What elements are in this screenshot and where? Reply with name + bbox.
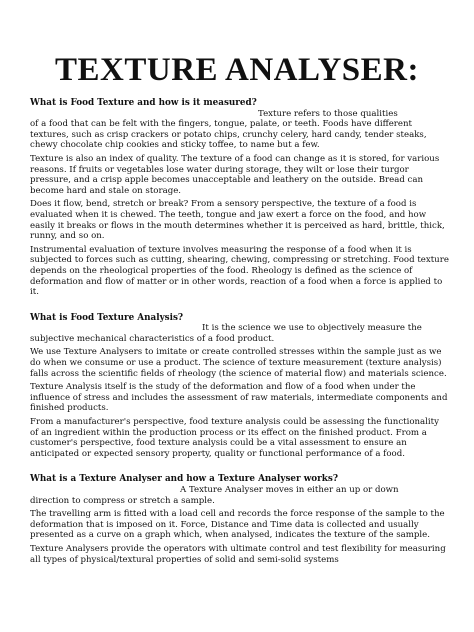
paragraph: We use Texture Analysers to imitate or create controlled stresses within the sample just as we do when we consume or use a product. The science of texture measurement (texture analysis) falls across the scientific fields of rheology (the science of material flow) and materials science. [30, 347, 447, 379]
paragraph: Texture Analysers provide the operators with ultimate control and test flexibility for measuring all types of physical/textural properties of solid and semi-solid systems [30, 543, 446, 565]
paragraph-text: of a food that can be felt with the fingers, tongue, palate, or teeth. Foods have different textures, such as crisp crackers or potato chips, crunchy celery, hard candy, tender steaks, chewy chocolate chip cookies and sticky toffee, to name but a few. [30, 119, 427, 151]
paragraph-text: subjective mechanical characteristics of a food product. [30, 333, 275, 344]
paragraph: Texture is also an index of quality. The texture of a food can change as it is stored, for various reasons. If fruits or vegetables lose water during storage, they wilt or lose their turgor pressure, and a crisp apple becomes unacceptable and leathery on the outside. Bread can become hard and stale on storage. [30, 153, 440, 196]
paragraph: Does it flow, bend, stretch or break? From a sensory perspective, the texture of a food is evaluated when it is chewed. The teeth, tongue and jaw exert a force on the food, and how easily it breaks or flows in the mouth determines whether it is perceived as hard, brittle, thick, runny, and so on. [30, 199, 445, 242]
section-food-texture [30, 98, 450, 298]
paragraph-lead: A Texture Analyser moves in either an up or down [180, 485, 399, 495]
section-texture-analysis [30, 313, 450, 460]
paragraph [30, 323, 450, 344]
paragraph: Instrumental evaluation of texture involves measuring the response of a food when it is subjected to forces such as cutting, shearing, chewing, compressing or stretching. Food texture depends on the rheological properties of the food. Rheology is defined as the science of deformation and flow of matter or in other words, reaction of a food when a force is applied to it. [30, 244, 449, 298]
page-title: TEXTURE ANALYSER: [55, 52, 419, 88]
spacer [30, 301, 450, 313]
spacer [30, 462, 450, 474]
paragraph-text: direction to compress or stretch a sample. [30, 495, 215, 506]
paragraph: Texture Analysis itself is the study of the deformation and flow of a food when under the influence of stress and includes the assessment of raw materials, intermediate components and finished products. [30, 382, 448, 414]
paragraph [30, 485, 450, 506]
paragraph [30, 109, 450, 151]
paragraph-lead: It is the science we use to objectively measure the [202, 323, 422, 334]
paragraph-lead: Texture refers to those qualities [258, 108, 398, 119]
section-heading: What is a Texture Analyser and how a Texture Analyser works? [30, 474, 338, 485]
section-heading: What is Food Texture and how is it measured? [30, 98, 257, 108]
section-heading: What is Food Texture Analysis? [30, 312, 184, 323]
paragraph: The travelling arm is fitted with a load cell and records the force response of the sample to the deformation that is imposed on it. Force, Distance and Time data is collected and usually presented as a curve on a graph which, when analysed, indicates the texture of the sample. [30, 509, 445, 541]
paragraph: From a manufacturer's perspective, food texture analysis could be assessing the functionality of an ingredient within the production process or its effect on the finished product. From a customer's perspective, food texture analysis could be a vital assessment to ensure an anticipated or expected sensory property, quality or functional performance of a food. [30, 417, 439, 459]
section-texture-analyser [30, 474, 450, 565]
document-body [30, 98, 450, 568]
